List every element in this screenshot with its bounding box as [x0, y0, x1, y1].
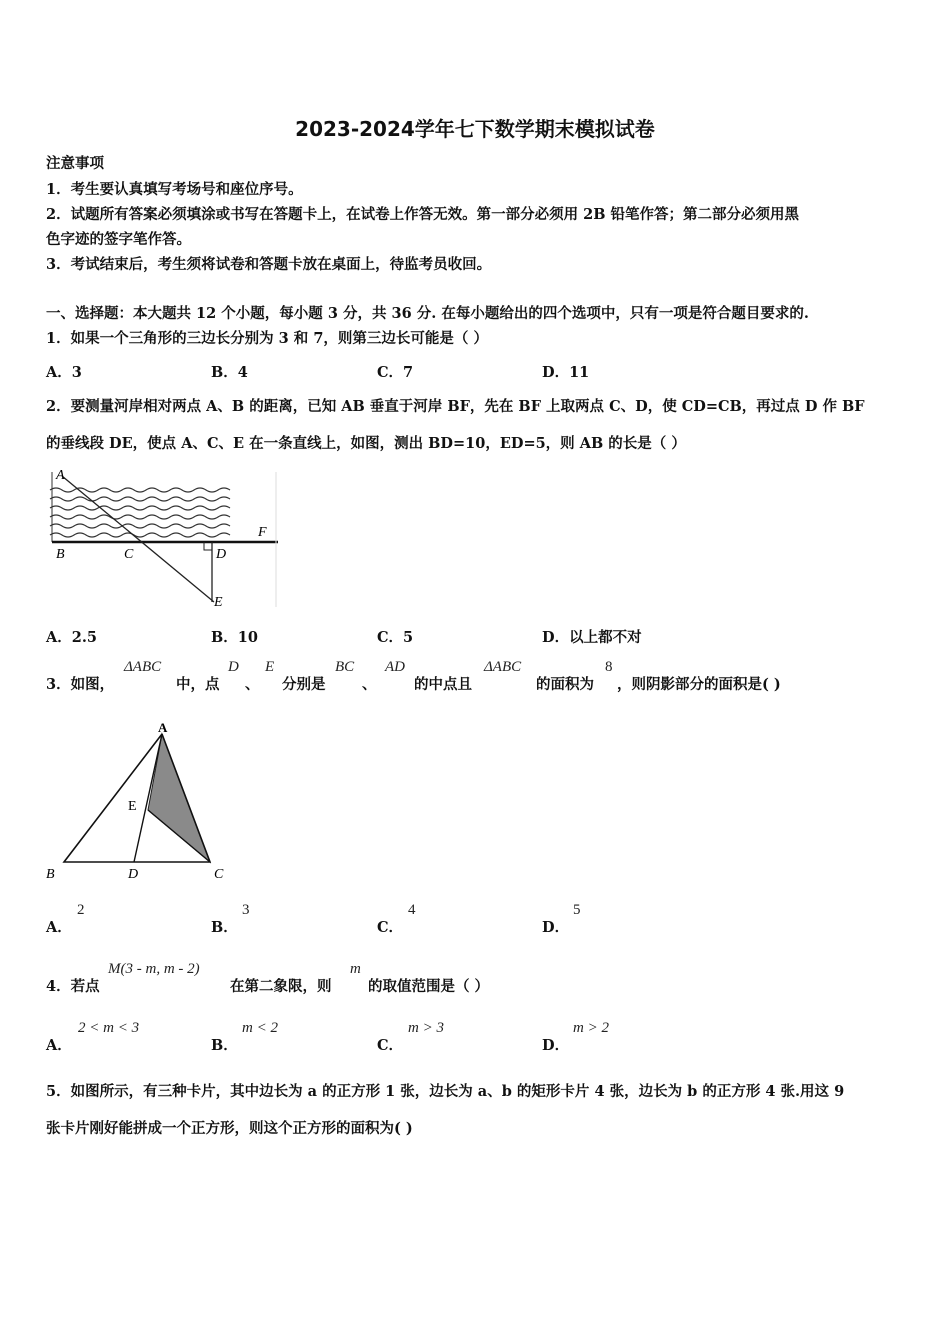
- q3-option-b-value[interactable]: 3: [242, 902, 250, 918]
- label-a: A: [158, 720, 168, 735]
- q3-text-2: 分别是: [282, 676, 326, 693]
- q1-option-c[interactable]: C．7: [377, 364, 414, 381]
- q3-segment-ad: AD: [385, 659, 405, 675]
- q3-prefix: 3．如图，: [46, 676, 115, 693]
- q4-variable-m: m: [350, 961, 361, 977]
- q4-suffix: 的取值范围是（ ）: [368, 978, 490, 995]
- q3-text-5: ，则阴影部分的面积是( ): [617, 676, 781, 693]
- q2-river-figure: [44, 462, 284, 612]
- q2-option-c[interactable]: C．5: [377, 629, 414, 646]
- q4-option-c-label[interactable]: C．: [377, 1037, 404, 1054]
- label-a: A: [56, 468, 65, 483]
- q4-option-a-label[interactable]: A．: [46, 1037, 72, 1054]
- q3-segment-bc: BC: [335, 659, 355, 675]
- q2-option-d[interactable]: D．以上都不对: [542, 629, 642, 646]
- notice-heading: 注意事项: [46, 155, 104, 172]
- q4-text-mid: 在第二象限，则: [230, 978, 332, 995]
- q3-option-a-value[interactable]: 2: [77, 902, 85, 918]
- q4-option-d-value[interactable]: m > 2: [573, 1020, 609, 1036]
- q5-stem-line-1: 5．如图所示，有三种卡片，其中边长为 a 的正方形 1 张，边长为 a、b 的矩形卡片 4 张，边长为 b 的正方形 4 张.用这 9: [46, 1083, 845, 1100]
- q2-option-a[interactable]: A．2.5: [46, 629, 97, 646]
- q3-option-d-value[interactable]: 5: [573, 902, 581, 918]
- q4-option-a-value[interactable]: 2 < m < 3: [78, 1020, 140, 1036]
- q3-option-b-label[interactable]: B．: [211, 919, 238, 936]
- q3-option-a-label[interactable]: A．: [46, 919, 72, 936]
- q3-point-e: E: [265, 659, 275, 675]
- q4-option-c-value[interactable]: m > 3: [408, 1020, 444, 1036]
- q2-option-b[interactable]: B．10: [211, 629, 258, 646]
- q3-point-d: D: [228, 659, 239, 675]
- label-c: C: [214, 867, 224, 882]
- q4-point-m: M(3 - m, m - 2): [108, 961, 200, 977]
- notice-line-2b: 色字迹的签字笔作答。: [46, 231, 191, 248]
- label-c: C: [124, 547, 134, 562]
- q1-option-a[interactable]: A．3: [46, 364, 82, 381]
- q1-option-b[interactable]: B．4: [211, 364, 248, 381]
- q4-option-d-label[interactable]: D．: [542, 1037, 570, 1054]
- q3-separator-1: 、: [245, 676, 260, 693]
- q3-text-4: 的面积为: [536, 676, 594, 693]
- notice-line-1: 1．考生要认真填写考场号和座位序号。: [46, 181, 303, 198]
- q3-text-1: 中，点: [176, 676, 220, 693]
- q1-option-d[interactable]: D．11: [542, 364, 590, 381]
- label-d: D: [128, 867, 139, 882]
- label-f: F: [258, 525, 267, 540]
- q3-triangle-abc: ΔABC: [124, 659, 162, 675]
- q4-prefix: 4．若点: [46, 978, 100, 995]
- q3-option-d-label[interactable]: D．: [542, 919, 570, 936]
- notice-line-3: 3．考试结束后，考生须将试卷和答题卡放在桌面上，待监考员收回。: [46, 256, 492, 273]
- label-e: E: [214, 595, 223, 610]
- label-d: D: [216, 547, 227, 562]
- label-b: B: [56, 547, 65, 562]
- q3-triangle-abc-2: ΔABC: [484, 659, 522, 675]
- page-title: 2023-2024学年七下数学期末模拟试卷: [295, 117, 655, 141]
- q5-stem-line-2: 张卡片刚好能拼成一个正方形，则这个正方形的面积为( ): [46, 1120, 413, 1137]
- q4-option-b-label[interactable]: B．: [211, 1037, 238, 1054]
- line-ace: [62, 476, 214, 602]
- q4-option-b-value[interactable]: m < 2: [242, 1020, 278, 1036]
- river-waves: [50, 488, 230, 537]
- q2-stem-line-1: 2．要测量河岸相对两点 A、B 的距离，已知 AB 垂直于河岸 BF，先在 BF 上取两点 C、D，使 CD=CB，再过点 D 作 BF: [46, 398, 865, 415]
- label-e: E: [128, 799, 137, 814]
- q1-stem: 1．如果一个三角形的三边长分别为 3 和 7，则第三边长可能是（ ）: [46, 330, 488, 347]
- label-b: B: [46, 867, 55, 882]
- q3-text-3: 的中点且: [414, 676, 472, 693]
- q3-area-value: 8: [605, 659, 613, 675]
- q3-separator-2: 、: [362, 676, 377, 693]
- q3-option-c-value[interactable]: 4: [408, 902, 416, 918]
- section-heading: 一、选择题：本大题共 12 个小题，每小题 3 分，共 36 分. 在每小题给出的四个选项中，只有一项是符合题目要求的.: [46, 305, 809, 322]
- q3-triangle-figure: [44, 718, 244, 888]
- q2-stem-line-2: 的垂线段 DE，使点 A、C、E 在一条直线上，如图，测出 BD=10，ED=5，则 AB 的长是（ ）: [46, 435, 686, 452]
- q3-option-c-label[interactable]: C．: [377, 919, 404, 936]
- notice-line-2a: 2．试题所有答案必须填涂或书写在答题卡上，在试卷上作答无效。第一部分必须用 2B 铅笔作答；第二部分必须用黑: [46, 206, 800, 223]
